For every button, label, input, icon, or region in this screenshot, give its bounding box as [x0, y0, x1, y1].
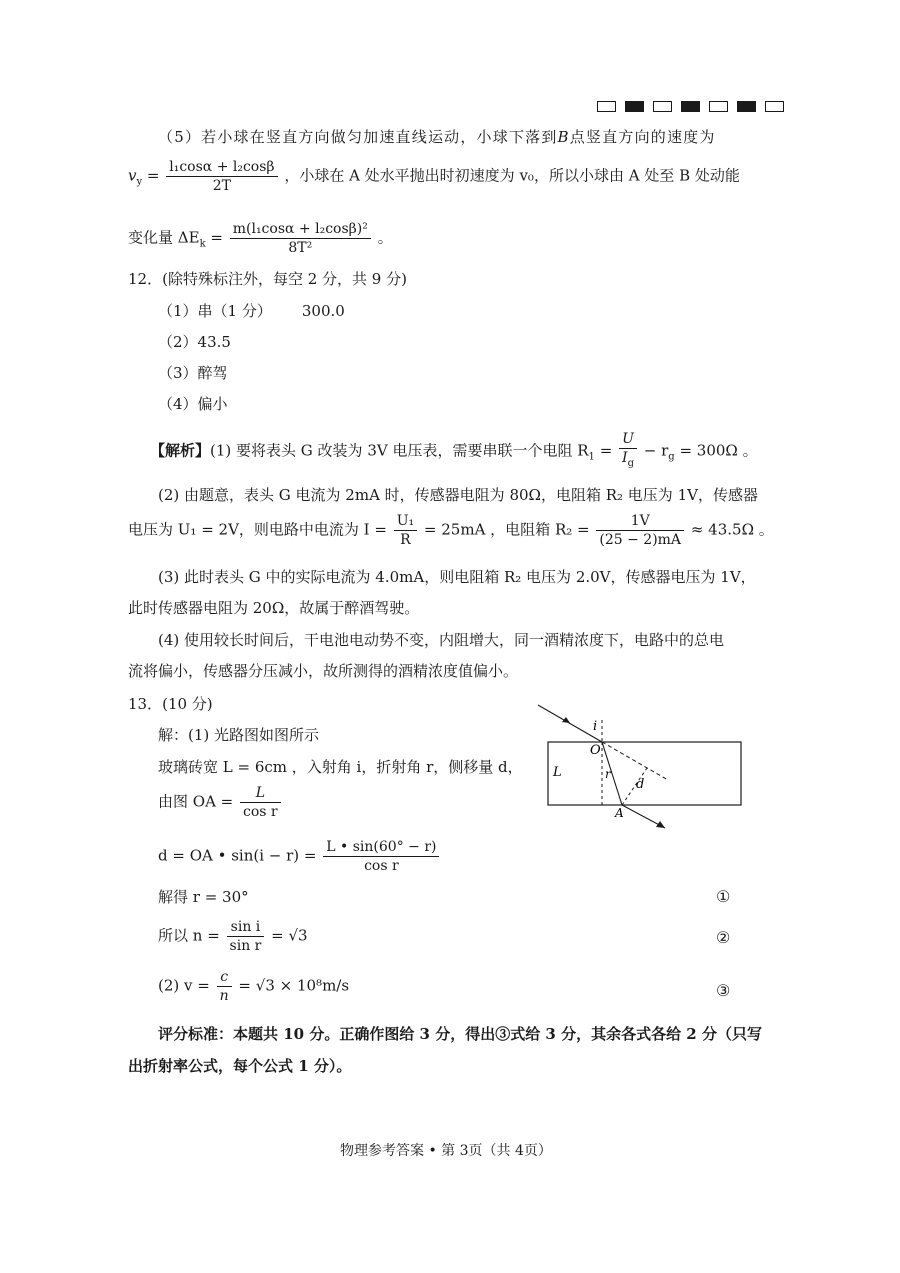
analysis-label: 【解析】	[150, 441, 211, 460]
q13-score-2: 出折射率公式，每个公式 1 分）。	[128, 1057, 352, 1075]
vy-fraction: $\frac{\text{l₁cosα + l₂cosβ}}{2T}$	[166, 158, 277, 195]
q12-analysis-2a: (2) 由题意，表头 G 电流为 2mA 时，传感器电阻为 80Ω，电阻箱 R₂ 电压为 1V，传感器	[158, 486, 758, 504]
q12-analysis-4a: (4) 使用较长时间后，干电池电动势不变，内阻增大，同一酒精浓度下，电路中的总电	[158, 631, 725, 649]
equation-marker-3: ③	[716, 981, 731, 1000]
light-path-diagram	[530, 700, 750, 830]
q13-step7: (2) v = $\frac{c}{n}$ = √3 × 10⁸m/s	[158, 969, 350, 1004]
page-footer: 物理参考答案 • 第 3页（共 4页）	[340, 1143, 552, 1159]
label-O: O	[590, 743, 601, 758]
square-mark	[709, 101, 728, 112]
square-mark	[597, 101, 616, 112]
header-squares	[597, 94, 793, 116]
q13-score-1: 评分标准：本题共 10 分。正确作图给 3 分，得出③式给 3 分，其余各式各给 2 分（只写	[158, 1025, 762, 1043]
q12-ans1: （1）串（1 分） 300.0	[158, 302, 345, 320]
q13-step6: 所以 n = $\frac{\text{sin i}}{\text{sin r}}$ = √3	[158, 919, 308, 954]
q11-5-line3: 变化量 $\Delta E_k$ = $\frac{\text{m(l₁cosα + l₂cosβ)²}}{\text{8T²}}$ 。	[128, 221, 393, 256]
q12-analysis-2b: 电压为 U₁ = 2V，则电路中电流为 I = $\frac{\text{U₁}}{R}$ = 25mA ，电阻箱 R₂ = $\frac{1V}{(25 - 2)mA}$ ≈ 43.5Ω 。	[128, 513, 774, 548]
q12-analysis-1: 【解析】(1) 要将表头 G 改装为 3V 电压表，需要串联一个电阻 $R_1$ = $\frac{U}{I_g}$ − $r_g = 300\Omega$ 。	[150, 430, 758, 473]
q13-step5: 解得 r = 30°	[158, 888, 249, 906]
d-fraction: $\frac{L • \sin(60^\circ - r)}{\text{cos r}}$	[323, 838, 439, 875]
current-fraction: $\frac{\text{U₁}}{R}$	[394, 512, 417, 549]
q12-analysis-3b: 此时传感器电阻为 20Ω，故属于醉酒驾驶。	[128, 599, 420, 617]
q12-ans4: （4）偏小	[158, 395, 228, 413]
label-i: i	[593, 719, 598, 734]
equation-marker-2: ②	[716, 928, 731, 947]
q12-ans2: （2）43.5	[158, 333, 231, 351]
square-mark	[625, 101, 644, 112]
q11-5-line2: $v_y$ = $\frac{\text{l₁cosα + l₂cosβ}}{2T}$ ，小球在 A 处水平抛出时初速度为 v₀，所以小球由 A 处至 B 处动能	[128, 159, 740, 194]
resistance-fraction: $\frac{U}{I_g}$	[619, 430, 637, 473]
q13-step1: 解：(1) 光路图如图所示	[158, 726, 320, 744]
square-mark	[737, 101, 756, 112]
q12-analysis-3a: (3) 此时表头 G 中的实际电流为 4.0mA，则电阻箱 R₂ 电压为 2.0V，传感器电压为 1V，	[158, 568, 756, 586]
q13-title: 13．(10 分)	[128, 695, 213, 713]
q11-5-line1: （5）若小球在竖直方向做匀加速直线运动，小球下落到B点竖直方向的速度为	[158, 128, 716, 146]
r2-fraction: $\frac{1V}{(25 - 2)mA}$	[596, 512, 684, 549]
square-mark	[765, 101, 784, 112]
square-mark	[681, 101, 700, 112]
label-r: r	[605, 767, 611, 781]
oa-fraction: $\frac{L}{\text{cos r}}$	[240, 784, 281, 821]
label-A: A	[615, 806, 624, 820]
n-fraction: $\frac{\text{sin i}}{\text{sin r}}$	[227, 918, 265, 955]
equation-marker-1: ①	[716, 887, 731, 906]
square-mark	[653, 101, 672, 112]
glass-block	[548, 742, 741, 805]
q12-title: 12．(除特殊标注外，每空 2 分，共 9 分)	[128, 270, 407, 288]
ek-fraction: $\frac{\text{m(l₁cosα + l₂cosβ)²}}{\text{8T²}}$	[230, 220, 371, 257]
label-d: d	[636, 777, 645, 792]
q13-step4: d = OA • sin(i − r) = $\frac{L • \sin(60^\circ - r)}{\text{cos r}}$	[158, 838, 441, 875]
q12-ans3: （3）醉驾	[158, 364, 228, 382]
v-fraction: $\frac{c}{n}$	[217, 968, 232, 1005]
label-L: L	[553, 765, 562, 780]
q13-step2: 玻璃砖宽 L = 6cm ，入射角 i，折射角 r，侧移量 d，	[158, 758, 523, 776]
q12-analysis-4b: 流将偏小，传感器分压减小，故所测得的酒精浓度值偏小。	[128, 662, 519, 680]
q13-step3: 由图 OA = $\frac{L}{\text{cos r}}$	[158, 784, 283, 821]
